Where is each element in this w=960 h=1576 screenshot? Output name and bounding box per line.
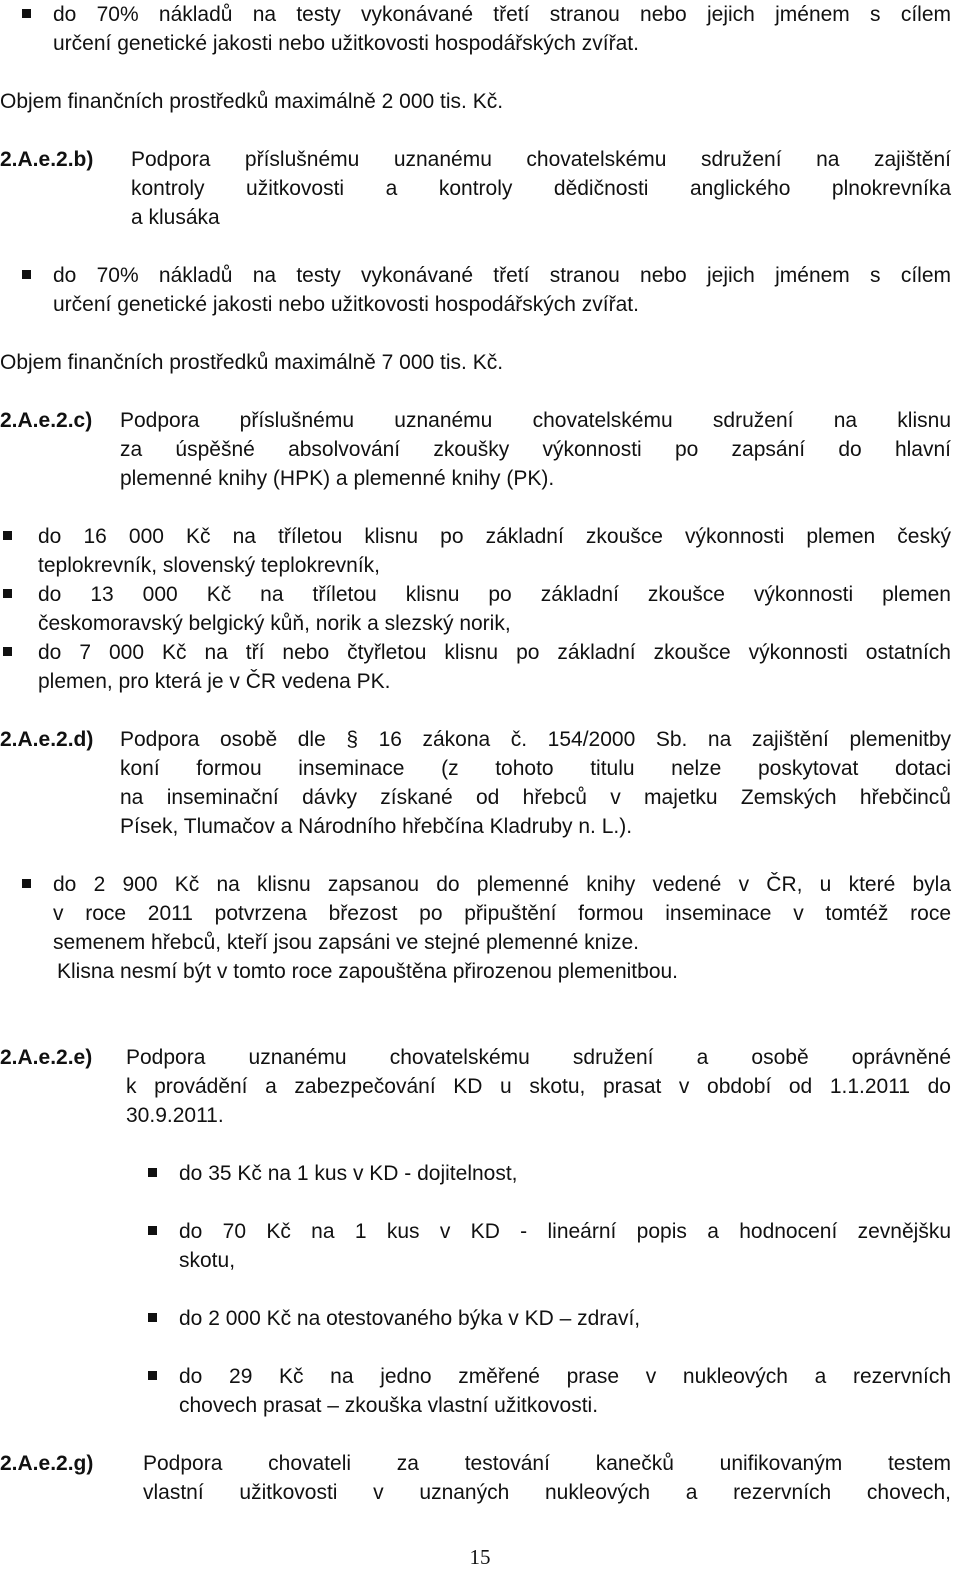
section-title-line: Podpora chovateli za testování kanečků unifikovaným testem (143, 1452, 951, 1475)
bullet-square (148, 1168, 157, 1177)
bullet-line: do 70% nákladů na testy vykonávané třetí stranou nebo jejich jménem s cílem (53, 264, 951, 287)
section-code: 2.A.e.2.g) (0, 1452, 94, 1475)
bullet-line: do 35 Kč na 1 kus v KD - dojitelnost, (179, 1162, 518, 1185)
bullet-line: v roce 2011 potvrzena březost po připuštění formou inseminace v tomtéž roce (53, 902, 951, 925)
section-code: 2.A.e.2.d) (0, 728, 94, 751)
section-title-line: vlastní užitkovosti v uznaných nukleových a rezervních chovech, (143, 1481, 951, 1504)
bullet-line: do 13 000 Kč na tříletou klisnu po základní zkoušce výkonnosti plemen (38, 583, 951, 606)
section-title-line: 30.9.2011. (126, 1104, 224, 1127)
section-title-line: Písek, Tlumačov a Národního hřebčína Kladruby n. L.). (120, 815, 633, 838)
budget-line: Objem finančních prostředků maximálně 7 000 tis. Kč. (0, 351, 504, 374)
bullet-square (22, 879, 31, 888)
bullet-line: plemen, pro která je v ČR vedena PK. (38, 670, 391, 693)
section-title-line: za úspěšné absolvování zkoušky výkonnosti po zapsání do hlavní (120, 438, 951, 461)
section-title-line: Podpora příslušnému uznanému chovatelskému sdružení na klisnu (120, 409, 951, 432)
paragraph-line: do 70% nákladů na testy vykonávané třetí stranou nebo jejich jménem s cílem (53, 3, 951, 26)
bullet-square (148, 1371, 157, 1380)
bullet-line: do 2 900 Kč na klisnu zapsanou do plemenné knihy vedené v ČR, u které byla (53, 873, 951, 896)
bullet-square (148, 1313, 157, 1322)
bullet-line: do 16 000 Kč na tříletou klisnu po základní zkoušce výkonnosti plemen český (38, 525, 951, 548)
budget-line: Objem finančních prostředků maximálně 2 000 tis. Kč. (0, 90, 504, 113)
bullet-line: skotu, (179, 1249, 236, 1272)
bullet-square (22, 9, 31, 18)
section-title-line: na inseminační dávky získané od hřebců v majetku Zemských hřebčinců (120, 786, 951, 809)
section-title-line: k provádění a zabezpečování KD u skotu, prasat v období od 1.1.2011 do (126, 1075, 951, 1098)
bullet-line: určení genetické jakosti nebo užitkovosti hospodářských zvířat. (53, 293, 639, 316)
bullet-square (3, 589, 12, 598)
section-title-line: koní formou inseminace (z tohoto titulu nelze poskytovat dotaci (120, 757, 951, 780)
section-title-line: kontroly užitkovosti a kontroly dědičnosti anglického plnokrevníka (131, 177, 951, 200)
page-number: 15 (469, 1545, 491, 1569)
paragraph-line: určení genetické jakosti nebo užitkovosti hospodářských zvířat. (53, 32, 639, 55)
bullet-square (22, 270, 31, 279)
bullet-line: českomoravský belgický kůň, norik a slezský norik, (38, 612, 511, 635)
section-title-line: plemenné knihy (HPK) a plemenné knihy (PK). (120, 467, 555, 490)
section-code: 2.A.e.2.c) (0, 409, 93, 432)
bullet-square (3, 647, 12, 656)
section-title-line: a klusáka (131, 206, 220, 229)
bullet-line: do 29 Kč na jedno změřené prase v nukleových a rezervních (179, 1365, 951, 1388)
bullet-line: teplokrevník, slovenský teplokrevník, (38, 554, 380, 577)
note-line: Klisna nesmí být v tomto roce zapouštěna přirozenou plemenitbou. (57, 960, 679, 983)
section-title-line: Podpora osobě dle § 16 zákona č. 154/2000 Sb. na zajištění plemenitby (120, 728, 951, 751)
bullet-line: do 7 000 Kč na tří nebo čtyřletou klisnu po základní zkoušce výkonnosti ostatních (38, 641, 951, 664)
bullet-line: semenem hřebců, kteří jsou zapsáni ve stejné plemenné knize. (53, 931, 639, 954)
section-title-line: Podpora příslušnému uznanému chovatelskému sdružení na zajištění (131, 148, 951, 171)
section-title-line: Podpora uznanému chovatelskému sdružení a osobě oprávněné (126, 1046, 951, 1069)
section-code: 2.A.e.2.b) (0, 148, 94, 171)
bullet-square (3, 531, 12, 540)
bullet-line: chovech prasat – zkouška vlastní užitkovosti. (179, 1394, 599, 1417)
section-code: 2.A.e.2.e) (0, 1046, 93, 1069)
bullet-line: do 70 Kč na 1 kus v KD - lineární popis a hodnocení zevnějšku (179, 1220, 951, 1243)
bullet-line: do 2 000 Kč na otestovaného býka v KD – zdraví, (179, 1307, 641, 1330)
bullet-square (148, 1226, 157, 1235)
